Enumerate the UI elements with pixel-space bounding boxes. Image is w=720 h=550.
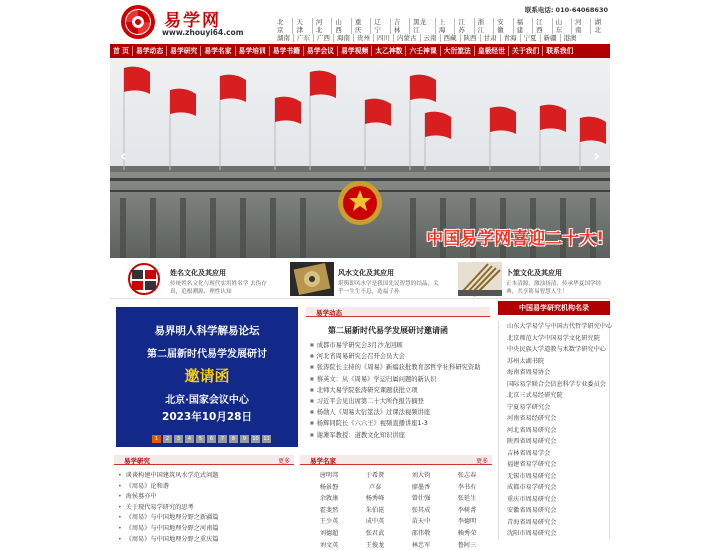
nav-item[interactable]: 联系我们 xyxy=(546,47,574,55)
master-name[interactable]: 张志春 xyxy=(457,472,477,479)
nav-item[interactable]: 易学会议 xyxy=(304,46,338,56)
nav-item[interactable]: 首 页 xyxy=(110,46,133,56)
master-name[interactable]: 王少英 xyxy=(319,518,339,526)
city-link[interactable]: 山西 xyxy=(332,18,351,34)
institution-link[interactable]: 山东大学易学与中国古代哲学研究中心 xyxy=(507,323,613,330)
city-link[interactable]: 四川 xyxy=(374,34,394,42)
institution-link[interactable]: 宁夏易学研究会 xyxy=(507,403,551,411)
research-item[interactable]: • 关于现代易学研究的思考 xyxy=(118,502,294,513)
pager-dot[interactable]: 3 xyxy=(174,435,183,443)
nav-item[interactable]: 皇极经世 xyxy=(475,46,509,56)
city-link[interactable]: 湖南 xyxy=(274,34,294,42)
masters-section-header xyxy=(300,455,492,465)
nav-item[interactable]: 易学培训 xyxy=(236,46,270,56)
master-name[interactable]: 唐明邦 xyxy=(319,472,339,479)
master-name[interactable]: 李书有 xyxy=(457,483,477,491)
nav-item[interactable]: 关于我们 xyxy=(509,46,543,56)
city-link[interactable]: 云南 xyxy=(421,34,441,42)
master-name[interactable]: 苗天中 xyxy=(411,518,431,526)
city-link[interactable]: 山东 xyxy=(553,18,572,34)
pager-dot[interactable]: 9 xyxy=(240,435,249,443)
master-name[interactable]: 张延生 xyxy=(457,495,477,503)
news-item[interactable]: ■ 杨勋人《周易大衍筮法》过课法视频讲座 xyxy=(310,407,510,418)
slide-pager xyxy=(152,435,273,443)
institution-link[interactable]: 河北省周易研究会 xyxy=(507,426,557,434)
city-link[interactable]: 海南 xyxy=(334,34,354,42)
city-row xyxy=(274,20,610,32)
feature-title[interactable]: 风水文化及其应用 xyxy=(338,269,394,277)
feature-desc: 堪舆即风水学是我国先民智慧的结晶，关乎一生生不息，造福子孙 xyxy=(338,281,439,295)
contact-info xyxy=(525,5,608,14)
feature-title[interactable]: 卜筮文化及其应用 xyxy=(506,269,562,277)
institution-link[interactable]: 海南省周易协会 xyxy=(507,369,551,376)
master-name[interactable]: 杨秀峰 xyxy=(365,495,385,503)
pager-dot[interactable]: 6 xyxy=(207,435,216,443)
feature-desc: 正本清源，激浊扬清，传承华夏国学经典，共享简易智慧人生！ xyxy=(506,281,602,295)
news-headline[interactable]: 第二届新时代易学发展研讨邀请函 xyxy=(328,326,448,335)
compass-image xyxy=(290,262,334,296)
city-link[interactable]: 内蒙古 xyxy=(394,34,421,42)
nav-item[interactable]: 易学研究 xyxy=(167,46,201,56)
event-venue: 北京·国家会议中心 xyxy=(165,395,249,406)
page-container xyxy=(110,0,613,549)
institution-link[interactable]: 国际易学联合会信息科学专业委员会 xyxy=(507,380,606,388)
pager-dot[interactable]: 10 xyxy=(252,436,259,442)
city-link[interactable]: 河南 xyxy=(572,18,591,34)
master-name[interactable]: 曾仕强 xyxy=(411,495,431,503)
pager-dot[interactable]: 1 xyxy=(152,435,161,443)
master-name[interactable]: 刘德超 xyxy=(319,529,339,537)
master-name[interactable]: 霍斐然 xyxy=(319,506,339,514)
institution-link[interactable]: 陕西省周易研究会 xyxy=(507,438,557,445)
event-date: 2023年10月28日 xyxy=(162,411,252,423)
master-name[interactable]: 张其成 xyxy=(411,506,431,514)
institutions-list xyxy=(498,321,613,540)
city-link[interactable]: 湖北 xyxy=(594,18,601,34)
pager-dot[interactable]: 8 xyxy=(229,435,238,443)
institution-link[interactable]: 北京师范大学中国易学文化研究院 xyxy=(507,334,600,342)
news-item[interactable]: ■ 习近平会见出席第二十大所作报告摘登 xyxy=(310,396,510,407)
contact-phone: 010-64068630 xyxy=(555,6,608,14)
pager-dot[interactable]: 7 xyxy=(218,435,227,443)
master-name[interactable]: 卢泰 xyxy=(368,483,382,491)
master-name[interactable]: 廖墨香 xyxy=(411,483,431,491)
city-link[interactable]: 北京 xyxy=(274,18,293,34)
feature-name-culture[interactable] xyxy=(110,262,276,296)
feature-divination-culture[interactable] xyxy=(446,262,612,296)
institution-link[interactable]: 沈阳市周易研究会 xyxy=(507,530,557,537)
research-section-title[interactable]: 易学研究 xyxy=(124,457,150,465)
city-link[interactable]: 浙江 xyxy=(475,18,494,34)
masters-section-title[interactable]: 易学名家 xyxy=(310,457,336,465)
master-name[interactable]: 刘文英 xyxy=(319,541,339,549)
city-link[interactable]: 江苏 xyxy=(455,18,474,34)
city-link[interactable]: 黑龙江 xyxy=(410,18,436,34)
news-item[interactable]: ■ 杨辉同院长《六六王》视频直播讲座1-3 xyxy=(310,418,510,429)
master-name[interactable]: 成中英 xyxy=(365,518,385,526)
nav-item[interactable]: 大衍筮法 xyxy=(441,46,475,56)
city-link[interactable]: 天津 xyxy=(293,18,312,34)
news-list xyxy=(310,340,510,441)
nav-item[interactable]: 易学名家 xyxy=(201,46,235,56)
news-item[interactable]: ■ 河北省周易研究会召开会员大会 xyxy=(310,351,510,362)
pager-dot[interactable]: 11 xyxy=(263,436,270,442)
institutions-header: 中国易学研究机构名录 xyxy=(498,301,610,315)
master-name[interactable]: 朱伯崑 xyxy=(365,506,385,514)
master-name[interactable]: 赖秀荣 xyxy=(457,529,477,537)
research-section-header xyxy=(114,455,294,465)
banner-prev-arrow[interactable]: ‹ xyxy=(120,146,127,165)
institution-link[interactable]: 中央民族大学道教与术数学研究中心 xyxy=(507,346,606,353)
city-link[interactable]: 吉林 xyxy=(391,18,410,34)
institution-link[interactable]: 重庆市周易研究会 xyxy=(507,495,557,503)
hero-banner[interactable] xyxy=(110,58,610,258)
name-culture-image xyxy=(122,262,166,296)
institution-link[interactable]: 苏州太湖书院 xyxy=(507,357,545,365)
event-invite-banner[interactable] xyxy=(116,307,298,447)
pager-dot[interactable]: 4 xyxy=(185,435,194,443)
master-name[interactable]: 王俊龙 xyxy=(365,541,385,549)
nav-item[interactable]: 易学书籍 xyxy=(270,46,304,56)
nav-item[interactable]: 太乙神数 xyxy=(372,46,406,56)
master-name[interactable]: 张君武 xyxy=(365,529,385,537)
news-item[interactable]: ■ 张涛院长主持的《周易》新编获批教育部哲学社科研究资助 xyxy=(310,362,510,373)
news-item[interactable]: ■ 谢滩军教授：道教文化知识讲座 xyxy=(310,430,510,441)
feature-fengshui-culture[interactable] xyxy=(278,262,444,296)
master-name[interactable]: 刘大钧 xyxy=(411,472,431,479)
news-item[interactable]: ■ 成都市易学研究会3月沙龙回顾 xyxy=(310,340,510,351)
event-title-line3: 邀请函 xyxy=(184,367,230,385)
research-item[interactable]: • 谈谈构建中国建筑风水学范式问题 xyxy=(118,470,294,481)
city-link[interactable]: 青海 xyxy=(501,34,521,42)
masters-grid xyxy=(306,470,490,550)
news-section-header xyxy=(306,307,490,317)
feature-title[interactable]: 姓名文化及其应用 xyxy=(170,269,226,277)
masters-more-link[interactable]: 更多 xyxy=(475,458,488,465)
research-item[interactable]: • 《周易》论和谐 xyxy=(118,481,294,492)
site-header xyxy=(110,0,610,44)
institution-link[interactable]: 河南省易经研究会 xyxy=(507,415,557,422)
divination-sticks-image xyxy=(458,262,502,296)
research-item[interactable]: • 《周易》与中国地理分野之重庆篇 xyxy=(118,534,294,545)
master-name[interactable]: 杨景磐 xyxy=(319,483,339,491)
pager-dot[interactable]: 2 xyxy=(163,435,172,443)
nav-item[interactable]: 易学视频 xyxy=(338,46,372,56)
institution-link[interactable]: 吉林省周易学会 xyxy=(507,449,551,457)
city-link[interactable]: 江西 xyxy=(533,18,552,34)
institution-link[interactable]: 北京三式易经研究院 xyxy=(507,392,563,399)
city-link[interactable]: 河北 xyxy=(313,18,332,34)
research-more-link[interactable]: 更多 xyxy=(277,458,290,465)
institution-link[interactable]: 无锡市周易研究会 xyxy=(507,472,557,480)
city-row xyxy=(274,32,610,44)
research-item[interactable]: • 海侯墓亦中 xyxy=(118,491,294,502)
master-name[interactable]: 林忠军 xyxy=(411,541,431,549)
city-link[interactable]: 广西 xyxy=(314,34,334,42)
master-name[interactable]: 鲁阿三 xyxy=(457,541,477,549)
banner-next-arrow[interactable]: › xyxy=(593,146,600,165)
city-link[interactable]: 安徽 xyxy=(494,18,513,34)
institution-link[interactable]: 福建省易学研究会 xyxy=(507,461,557,468)
city-links xyxy=(274,20,610,44)
city-link[interactable]: 甘肃 xyxy=(481,34,501,42)
institution-link[interactable]: 成都市易学研究会 xyxy=(507,484,557,491)
city-link[interactable]: 辽宁 xyxy=(371,18,390,34)
city-link[interactable]: 新疆 xyxy=(541,34,561,42)
city-link[interactable]: 贵州 xyxy=(354,34,374,42)
city-link[interactable]: 广东 xyxy=(294,34,314,42)
news-section-title[interactable]: 易学动态 xyxy=(316,309,342,317)
master-name[interactable]: 邵伟敬 xyxy=(411,529,431,537)
feature-desc: 传统姓名文化与现代实用姓名学 去伪存真，追根溯源，理性认知 xyxy=(170,281,267,295)
city-link[interactable]: 上海 xyxy=(436,18,455,34)
site-name[interactable]: 易学网 xyxy=(164,11,221,31)
main-nav xyxy=(110,44,610,58)
banner-caption: 中国易学网喜迎二十大! xyxy=(426,229,604,249)
city-link[interactable]: 宁夏 xyxy=(521,34,541,42)
news-item[interactable]: ■ 蔡英文：从《周易》学运归属问题的新认识 xyxy=(310,374,510,385)
event-title-line1: 易界明人科学解易论坛 xyxy=(154,325,260,337)
nav-item[interactable]: 易学动态 xyxy=(133,46,167,56)
research-item[interactable]: • 《周易》与中国地理分野之河南篇 xyxy=(118,523,294,534)
logo-icon[interactable] xyxy=(120,4,156,40)
research-list xyxy=(118,470,294,544)
institution-link[interactable]: 安徽省周易研究会 xyxy=(507,507,557,514)
city-link[interactable]: 西藏 xyxy=(441,34,461,42)
master-name[interactable]: 于希贤 xyxy=(365,472,385,479)
research-item[interactable]: • 《周易》与中国地理分野之新疆篇 xyxy=(118,512,294,523)
site-url: www.zhouyi64.com xyxy=(162,28,244,37)
contact-label: 联系电话: xyxy=(524,6,554,14)
news-item[interactable]: ■ 北师大易学院张涛研究课题获批立项 xyxy=(310,385,510,396)
feature-row xyxy=(110,259,610,299)
city-link[interactable]: 陕西 xyxy=(461,34,481,42)
city-link[interactable]: 福建 xyxy=(514,18,533,34)
master-name[interactable]: 李树菁 xyxy=(457,506,477,514)
institution-link[interactable]: 青海省周易研究会 xyxy=(507,518,557,526)
master-name[interactable]: 余敦康 xyxy=(319,495,339,503)
nav-item[interactable]: 六壬神课 xyxy=(406,46,440,56)
pager-dot[interactable]: 5 xyxy=(196,435,205,443)
master-name[interactable]: 李德明 xyxy=(457,518,477,526)
event-title-line2: 第二届新时代易学发展研讨 xyxy=(147,349,267,360)
city-link[interactable]: 港澳 xyxy=(563,34,577,42)
city-link[interactable]: 重庆 xyxy=(352,18,371,34)
